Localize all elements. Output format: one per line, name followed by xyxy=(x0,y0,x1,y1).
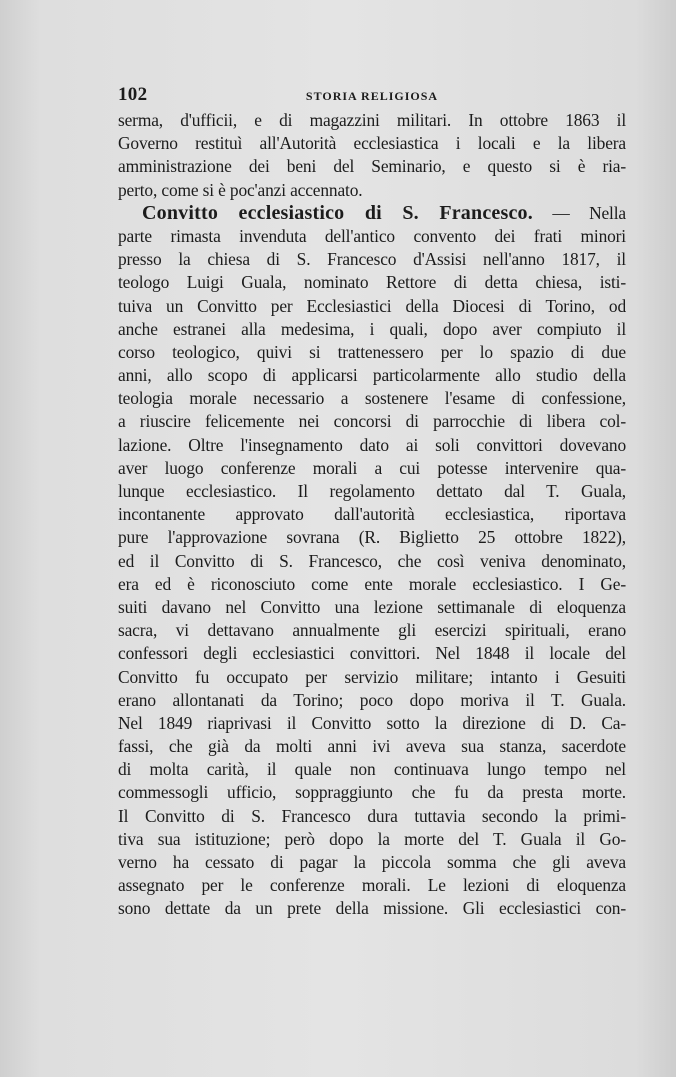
page-header xyxy=(118,84,626,106)
text-line: presso la chiesa di S. Francesco d'Assisi nell'anno 1817, il xyxy=(118,249,626,270)
text-line: sacra, vi dettavano annualmente gli esercizi spirituali, erano xyxy=(118,620,626,641)
text-line: Convitto fu occupato per servizio militare; intanto i Gesuiti xyxy=(118,666,626,687)
section-title-tail: — Nella xyxy=(532,202,626,223)
text-line: perto, come si è poc'anzi accennato. xyxy=(118,179,363,200)
section-heading-line xyxy=(118,202,626,225)
text-line: tiva sua istituzione; però dopo la morte del T. Guala il Go- xyxy=(118,828,626,849)
text-line: sono dettate da un prete della missione. Gli ecclesiastici con- xyxy=(118,898,626,919)
text-line: assegnato per le conferenze morali. Le lezioni di eloquenza xyxy=(118,875,626,896)
text-line: serma, d'ufficii, e di magazzini militari. In ottobre 1863 il xyxy=(118,110,626,130)
text-line: erano allontanati da Torino; poco dopo moriva il T. Guala. xyxy=(118,689,626,710)
section-title: Convitto ecclesiastico di S. Francesco. xyxy=(142,201,533,224)
text-line: tuiva un Convitto per Ecclesiastici della Diocesi di Torino, od xyxy=(118,295,626,316)
text-line: lazione. Oltre l'insegnamento dato ai soli convittori dovevano xyxy=(118,434,626,455)
text-line: di molta carità, il quale non continuava lungo tempo nel xyxy=(118,759,626,780)
text-line: amministrazione dei beni del Seminario, e questo si è ria- xyxy=(118,156,626,177)
text-line: Nel 1849 riaprivasi il Convitto sotto la direzione di D. Ca- xyxy=(118,712,626,733)
text-line: Il Convitto di S. Francesco dura tuttavia secondo la primi- xyxy=(118,805,626,826)
text-line: teologia morale necessario a sostenere l'esame di confessione, xyxy=(118,388,626,409)
text-line: suiti davano nel Convitto una lezione settimanale di eloquenza xyxy=(118,596,626,617)
text-line: aver luogo conferenze morali a cui potesse intervenire qua- xyxy=(118,457,626,478)
running-head: STORIA RELIGIOSA xyxy=(305,89,439,103)
text-line: incontanente approvato dall'autorità ecclesiastica, riportava xyxy=(118,504,626,525)
text-line: pure l'approvazione sovrana (R. Biglietto 25 ottobre 1822), xyxy=(118,527,626,548)
text-line: teologo Luigi Guala, nominato Rettore di detta chiesa, isti- xyxy=(118,272,626,293)
text-line: anche estranei alla medesima, i quali, dopo aver compiuto il xyxy=(118,318,626,339)
text-line: parte rimasta invenduta dell'antico convento dei frati minori xyxy=(118,225,626,246)
text-line: commessogli ufficio, soppraggiunto che fu da presta morte. xyxy=(118,782,626,803)
text-line: corso teologico, quivi si trattenessero per lo spazio di due xyxy=(118,341,626,362)
text-line: a riuscire felicemente nei concorsi di parrocchie di libera col- xyxy=(118,411,626,432)
page-number: 102 xyxy=(118,84,148,105)
text-line: era ed è riconosciuto come ente morale ecclesiastico. I Ge- xyxy=(118,573,626,594)
body-text xyxy=(118,109,626,921)
text-line: fassi, che già da molti anni ivi aveva sua stanza, sacerdote xyxy=(118,736,626,757)
text-line: lunque ecclesiastico. Il regolamento dettato dal T. Guala, xyxy=(118,481,626,501)
text-line: Governo restituì all'Autorità ecclesiastica i locali e la libera xyxy=(118,133,626,154)
text-line: verno ha cessato di pagar la piccola somma che gli aveva xyxy=(118,852,626,872)
text-line: confessori degli ecclesiastici convittori. Nel 1848 il locale del xyxy=(118,643,626,664)
text-line: ed il Convitto di S. Francesco, che così veniva denominato, xyxy=(118,550,626,571)
text-line: anni, allo scopo di applicarsi particolarmente allo studio della xyxy=(118,365,626,386)
